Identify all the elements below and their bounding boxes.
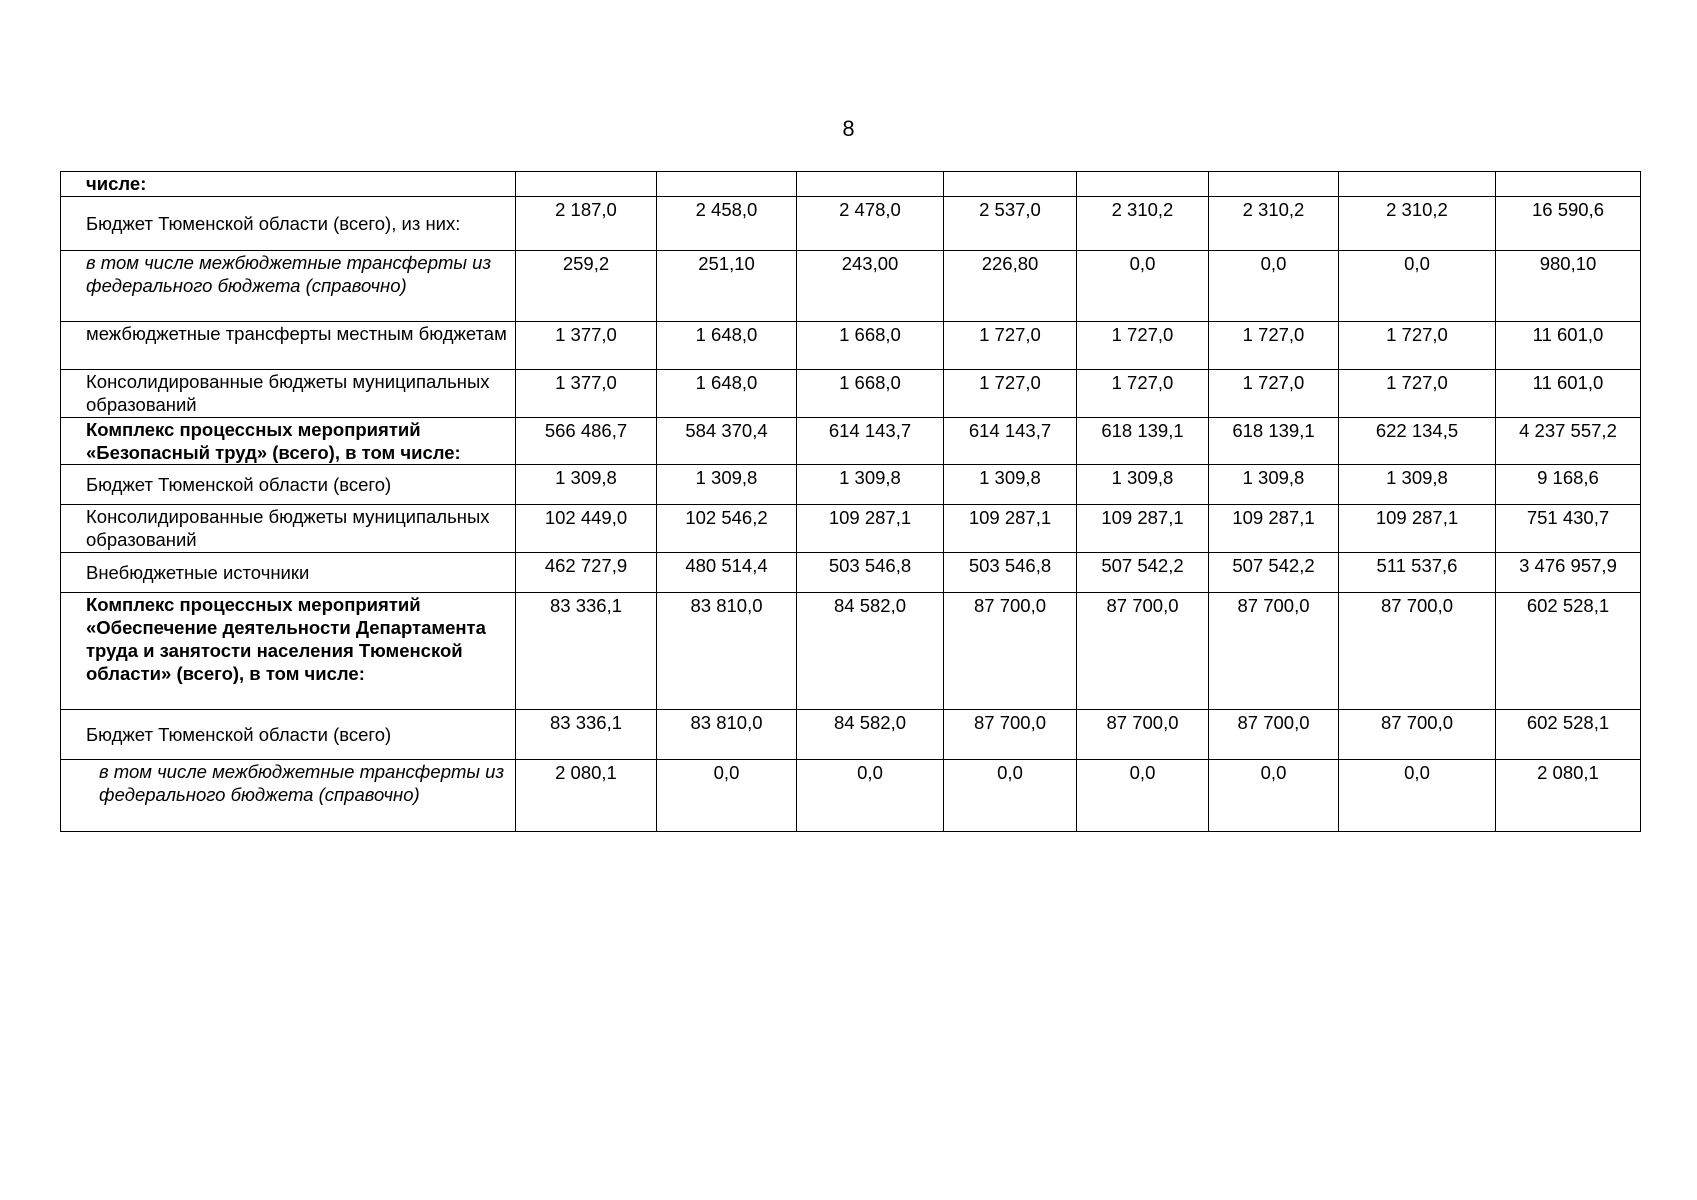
value-cell: 1 309,8 — [944, 465, 1077, 505]
row-label: числе: — [61, 172, 516, 197]
value-cell: 2 310,2 — [1077, 197, 1209, 251]
value-cell: 1 668,0 — [797, 370, 944, 418]
value-cell: 0,0 — [657, 760, 797, 832]
value-cell: 87 700,0 — [1077, 710, 1209, 760]
value-cell — [516, 172, 657, 197]
row-label: межбюджетные трансферты местным бюджетам — [61, 322, 516, 370]
value-cell: 1 309,8 — [1339, 465, 1496, 505]
value-cell: 0,0 — [944, 760, 1077, 832]
value-cell: 1 377,0 — [516, 370, 657, 418]
table-row — [61, 322, 1641, 370]
value-cell: 1 309,8 — [1077, 465, 1209, 505]
value-cell: 87 700,0 — [1077, 593, 1209, 710]
value-cell: 584 370,4 — [657, 418, 797, 465]
value-cell: 2 537,0 — [944, 197, 1077, 251]
value-cell: 0,0 — [797, 760, 944, 832]
value-cell: 11 601,0 — [1496, 370, 1641, 418]
table-row — [61, 197, 1641, 251]
value-cell: 602 528,1 — [1496, 710, 1641, 760]
row-label: Комплекс процессных мероприятий «Безопасный труд» (всего), в том числе: — [61, 418, 516, 465]
value-cell: 2 080,1 — [1496, 760, 1641, 832]
value-cell: 1 727,0 — [1077, 322, 1209, 370]
table-row — [61, 370, 1641, 418]
table-row — [61, 465, 1641, 505]
value-cell: 622 134,5 — [1339, 418, 1496, 465]
row-label: Комплекс процессных мероприятий «Обеспечение деятельности Департамента труда и занятости населения Тюменской области» (всего), в том числе: — [61, 593, 516, 710]
value-cell: 1 648,0 — [657, 370, 797, 418]
value-cell: 0,0 — [1339, 760, 1496, 832]
value-cell: 83 336,1 — [516, 593, 657, 710]
value-cell: 84 582,0 — [797, 593, 944, 710]
value-cell: 614 143,7 — [797, 418, 944, 465]
value-cell: 251,10 — [657, 251, 797, 322]
value-cell: 109 287,1 — [1077, 505, 1209, 553]
value-cell: 503 546,8 — [944, 553, 1077, 593]
table-row — [61, 553, 1641, 593]
table-row — [61, 710, 1641, 760]
table-row — [61, 505, 1641, 553]
row-label: Внебюджетные источники — [61, 553, 516, 593]
value-cell: 11 601,0 — [1496, 322, 1641, 370]
value-cell: 751 430,7 — [1496, 505, 1641, 553]
row-label: в том числе межбюджетные трансферты из федерального бюджета (справочно) — [61, 760, 516, 832]
value-cell: 2 478,0 — [797, 197, 944, 251]
value-cell: 507 542,2 — [1209, 553, 1339, 593]
value-cell: 243,00 — [797, 251, 944, 322]
value-cell: 480 514,4 — [657, 553, 797, 593]
value-cell: 259,2 — [516, 251, 657, 322]
value-cell: 1 727,0 — [1077, 370, 1209, 418]
value-cell: 3 476 957,9 — [1496, 553, 1641, 593]
value-cell — [797, 172, 944, 197]
value-cell: 109 287,1 — [797, 505, 944, 553]
row-label: в том числе межбюджетные трансферты из федерального бюджета (справочно) — [61, 251, 516, 322]
table-row — [61, 418, 1641, 465]
value-cell: 2 080,1 — [516, 760, 657, 832]
value-cell — [1209, 172, 1339, 197]
value-cell: 84 582,0 — [797, 710, 944, 760]
value-cell: 109 287,1 — [944, 505, 1077, 553]
value-cell: 16 590,6 — [1496, 197, 1641, 251]
value-cell: 2 187,0 — [516, 197, 657, 251]
value-cell: 1 727,0 — [1209, 370, 1339, 418]
value-cell: 87 700,0 — [1209, 710, 1339, 760]
value-cell: 503 546,8 — [797, 553, 944, 593]
value-cell: 614 143,7 — [944, 418, 1077, 465]
value-cell: 4 237 557,2 — [1496, 418, 1641, 465]
value-cell: 618 139,1 — [1077, 418, 1209, 465]
value-cell — [657, 172, 797, 197]
table-row — [61, 251, 1641, 322]
value-cell: 1 309,8 — [516, 465, 657, 505]
value-cell: 109 287,1 — [1209, 505, 1339, 553]
value-cell: 83 810,0 — [657, 593, 797, 710]
value-cell: 511 537,6 — [1339, 553, 1496, 593]
value-cell: 109 287,1 — [1339, 505, 1496, 553]
value-cell: 1 727,0 — [944, 322, 1077, 370]
table-row — [61, 760, 1641, 832]
value-cell: 602 528,1 — [1496, 593, 1641, 710]
value-cell: 2 310,2 — [1209, 197, 1339, 251]
value-cell: 0,0 — [1209, 760, 1339, 832]
value-cell: 507 542,2 — [1077, 553, 1209, 593]
value-cell: 226,80 — [944, 251, 1077, 322]
value-cell: 87 700,0 — [1339, 710, 1496, 760]
value-cell: 1 309,8 — [797, 465, 944, 505]
value-cell: 566 486,7 — [516, 418, 657, 465]
row-label: Бюджет Тюменской области (всего) — [61, 710, 516, 760]
value-cell: 1 727,0 — [944, 370, 1077, 418]
value-cell: 87 700,0 — [1339, 593, 1496, 710]
value-cell: 0,0 — [1077, 251, 1209, 322]
value-cell: 462 727,9 — [516, 553, 657, 593]
row-label: Бюджет Тюменской области (всего), из них: — [61, 197, 516, 251]
table-row — [61, 172, 1641, 197]
value-cell: 1 727,0 — [1339, 370, 1496, 418]
value-cell: 87 700,0 — [944, 710, 1077, 760]
value-cell: 102 449,0 — [516, 505, 657, 553]
value-cell: 0,0 — [1077, 760, 1209, 832]
value-cell: 83 810,0 — [657, 710, 797, 760]
page-number: 8 — [842, 116, 855, 141]
row-label: Консолидированные бюджеты муниципальных образований — [61, 370, 516, 418]
row-label: Консолидированные бюджеты муниципальных образований — [61, 505, 516, 553]
row-label: Бюджет Тюменской области (всего) — [61, 465, 516, 505]
table-row — [61, 593, 1641, 710]
value-cell: 87 700,0 — [944, 593, 1077, 710]
value-cell: 83 336,1 — [516, 710, 657, 760]
value-cell: 2 458,0 — [657, 197, 797, 251]
value-cell: 0,0 — [1209, 251, 1339, 322]
value-cell — [944, 172, 1077, 197]
value-cell: 1 309,8 — [657, 465, 797, 505]
budget-table — [60, 171, 1641, 832]
value-cell: 9 168,6 — [1496, 465, 1641, 505]
value-cell: 1 668,0 — [797, 322, 944, 370]
value-cell: 1 727,0 — [1339, 322, 1496, 370]
value-cell: 1 309,8 — [1209, 465, 1339, 505]
value-cell — [1496, 172, 1641, 197]
value-cell: 2 310,2 — [1339, 197, 1496, 251]
value-cell: 980,10 — [1496, 251, 1641, 322]
value-cell — [1077, 172, 1209, 197]
value-cell — [1339, 172, 1496, 197]
value-cell: 102 546,2 — [657, 505, 797, 553]
value-cell: 87 700,0 — [1209, 593, 1339, 710]
value-cell: 618 139,1 — [1209, 418, 1339, 465]
value-cell: 0,0 — [1339, 251, 1496, 322]
value-cell: 1 648,0 — [657, 322, 797, 370]
value-cell: 1 727,0 — [1209, 322, 1339, 370]
value-cell: 1 377,0 — [516, 322, 657, 370]
